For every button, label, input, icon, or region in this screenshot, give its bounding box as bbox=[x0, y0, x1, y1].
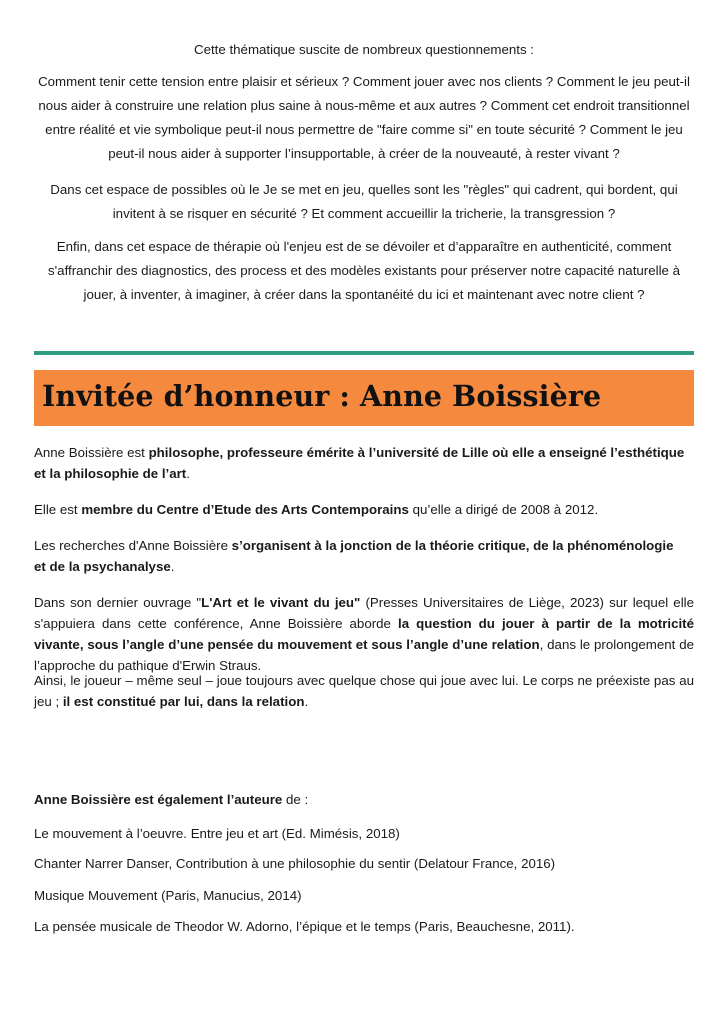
bibliography-text: Musique Mouvement (Paris, Manucius, 2014) bbox=[34, 888, 302, 903]
text-line: Enfin, dans cet espace de thérapie où l'enjeu est de se dévoiler et d’apparaître en authenticité, comment bbox=[56, 239, 672, 254]
section-banner bbox=[34, 370, 694, 426]
bold-run: il est constitué par lui, dans la relation bbox=[62, 694, 305, 709]
bio-paragraph-5 bbox=[34, 670, 694, 712]
text-run: s'appuiera dans cette conférence, Anne Boissière aborde bbox=[34, 616, 399, 631]
author-lead bbox=[34, 789, 694, 810]
bold-run: membre du Centre d’Etude des Arts Contemporains bbox=[81, 502, 409, 517]
bibliography-item bbox=[34, 916, 694, 937]
text-run: de : bbox=[282, 792, 309, 807]
text-run: Les recherches d'Anne Boissière bbox=[34, 538, 232, 553]
bold-run: philosophe, professeure émérite à l’université de Lille où elle a enseigné l’esthétique bbox=[148, 445, 685, 460]
intro-paragraph-2 bbox=[30, 178, 698, 226]
text-run: qu’elle a dirigé de 2008 à 2012. bbox=[408, 502, 599, 517]
intro-lead-text: Cette thématique suscite de nombreux questionnements : bbox=[193, 42, 534, 57]
bio-paragraph-4 bbox=[34, 592, 694, 676]
text-run: Elle est bbox=[34, 502, 82, 517]
book-title: L'Art et le vivant du jeu" bbox=[201, 595, 361, 610]
text-line: Comment tenir cette tension entre plaisir et sérieux ? Comment jouer avec nos clients ? Comment le jeu peut-il bbox=[38, 74, 690, 89]
intro-lead bbox=[30, 38, 698, 62]
text-run: (Presses Universitaires de Liège, 2023) sur lequel elle bbox=[360, 595, 694, 610]
bibliography-item bbox=[34, 853, 694, 874]
bibliography-item bbox=[34, 823, 694, 844]
bio-paragraph-2 bbox=[34, 499, 694, 520]
bold-run: la question du jouer à partir de la motricité bbox=[398, 616, 694, 631]
bibliography-item bbox=[34, 885, 694, 906]
text-line: Dans cet espace de possibles où le Je se met en jeu, quelles sont les "règles" qui cadrent, qui bordent, qui bbox=[50, 182, 678, 197]
text-run: Anne Boissière est bbox=[34, 445, 149, 460]
text-run: Dans son dernier ouvrage " bbox=[34, 595, 202, 610]
section-divider bbox=[34, 351, 694, 355]
bibliography-text: Chanter Narrer Danser, Contribution à une philosophie du sentir (Delatour France, 2016) bbox=[34, 856, 556, 871]
text-line: invitent à se risquer en sécurité ? Et comment accueillir la tricherie, la transgression ? bbox=[112, 206, 616, 221]
text-run: de l’approche du pathique d'Erwin Straus. bbox=[34, 637, 694, 673]
text-line: nous aider à construire une relation plus saine à nous-même et aux autres ? Comment cet endroit transitionnel bbox=[38, 98, 690, 113]
text-run: Ainsi, le joueur – même seul – joue toujours avec quelque chose qui joue avec lui. Le corps ne préexiste pas bbox=[34, 673, 676, 688]
text-run: . bbox=[170, 559, 175, 574]
text-line: entre réalité et vie symbolique peut-il nous permettre de "faire comme si" en toute sécurité ? Comment le jeu bbox=[45, 122, 683, 137]
bold-run: et la philosophie de l’art bbox=[34, 466, 187, 481]
text-line: jouer, à inventer, à imaginer, à créer dans la spontanéité du ici et maintenant avec notre client ? bbox=[83, 287, 645, 302]
text-line: s'affranchir des diagnostics, des process et des modèles existants pour préserver notre capacité naturelle à bbox=[47, 263, 681, 278]
text-run: , dans le prolongement bbox=[539, 637, 676, 652]
bold-run: s’organisent à la jonction de la théorie critique, de la phénoménologie bbox=[231, 538, 674, 553]
section-title: Invitée d’honneur : Anne Boissière bbox=[42, 379, 602, 413]
text-run: . bbox=[304, 694, 309, 709]
bio-paragraph-3 bbox=[34, 535, 694, 577]
bold-run: vivante, sous l’angle d’une pensée du mouvement et sous l’angle d’une relation bbox=[34, 637, 540, 652]
bold-run: et de la psychanalyse bbox=[34, 559, 171, 574]
bio-paragraph-1 bbox=[34, 442, 694, 484]
text-run: . bbox=[186, 466, 190, 481]
text-run: au jeu ; bbox=[34, 673, 694, 709]
bibliography-text: La pensée musicale de Theodor W. Adorno, l’épique et le temps (Paris, Beauchesne, 2011). bbox=[34, 919, 575, 934]
intro-paragraph-1 bbox=[30, 70, 698, 166]
text-line: peut-il nous aider à supporter l’insupportable, à créer de la nouveauté, à rester vivant ? bbox=[108, 146, 620, 161]
intro-paragraph-3 bbox=[30, 235, 698, 307]
bold-run: Anne Boissière est également l’auteure bbox=[34, 792, 283, 807]
bibliography-text: Le mouvement à l’oeuvre. Entre jeu et art (Ed. Mimésis, 2018) bbox=[34, 826, 400, 841]
